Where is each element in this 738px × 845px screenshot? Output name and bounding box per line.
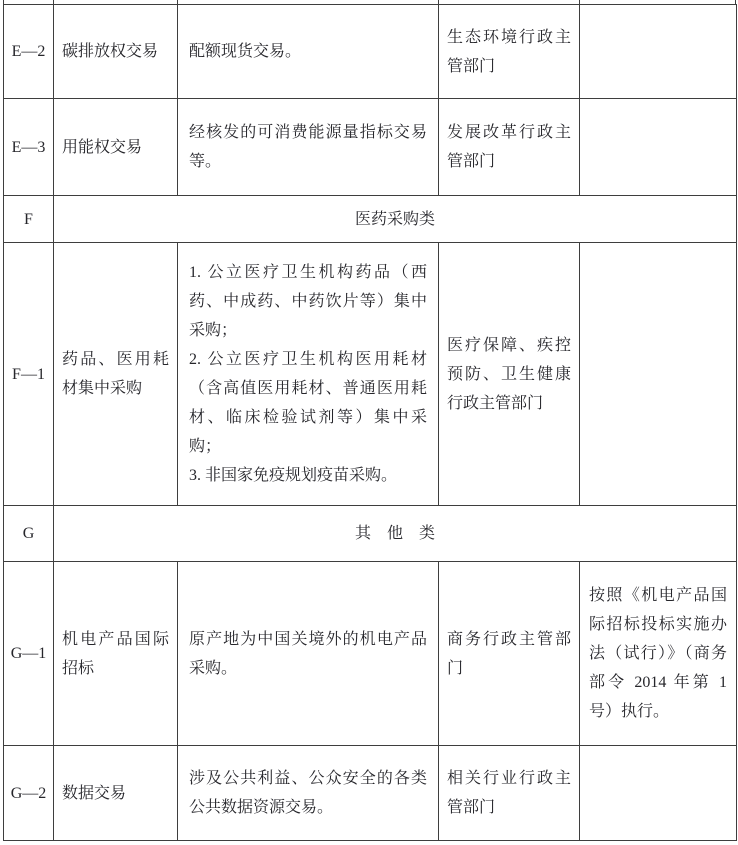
category-row [4,506,737,562]
category-label-cell: 医药采购类 [54,196,737,243]
category-row [4,196,737,243]
description-cell [178,562,439,746]
classification-table [3,4,737,841]
department-cell: 相关行业行政主管部门 [439,746,580,841]
note-cell [580,99,737,196]
code-cell: G—1 [4,562,54,746]
name-cell: 数据交易 [54,746,178,841]
description-cell [178,746,439,841]
description-paragraph: 1. 公立医疗卫生机构药品（西药、中成药、中药饮片等）集中采购； [189,264,427,339]
code-cell: G—2 [4,746,54,841]
department-cell: 医疗保障、疾控预防、卫生健康行政主管部门 [439,243,580,506]
note-cell [580,746,737,841]
name-cell: 用能权交易 [54,99,178,196]
name-cell: 碳排放权交易 [54,5,178,99]
description-paragraph: 经核发的可消费能源量指标交易等。 [189,124,427,170]
description-paragraph: 原产地为中国关境外的机电产品采购。 [189,630,427,677]
description-paragraph: 配额现货交易。 [189,43,302,60]
code-cell: F—1 [4,243,54,506]
department-cell: 生态环境行政主管部门 [439,5,580,99]
description-cell [178,99,439,196]
description-cell [178,5,439,99]
table-row [4,243,737,506]
note-cell [580,243,737,506]
table-row [4,99,737,196]
name-cell: 药品、医用耗材集中采购 [54,243,178,506]
code-cell: E—3 [4,99,54,196]
table-row [4,562,737,746]
note-cell: 按照《机电产品国际招标投标实施办法（试行）》（商务部令 2014 年第 1 号）执行。 [580,562,737,746]
table-row [4,5,737,99]
description-paragraph: 3. 非国家免疫规划疫苗采购。 [189,467,398,484]
table-row [4,746,737,841]
note-cell [580,5,737,99]
category-label-cell: 其 他 类 [54,506,737,562]
code-cell: F [4,196,54,243]
classification-table-body [4,5,737,841]
department-cell: 发展改革行政主管部门 [439,99,580,196]
code-cell: E—2 [4,5,54,99]
description-cell [178,243,439,506]
name-cell: 机电产品国际招标 [54,562,178,746]
description-paragraph: 涉及公共利益、公众安全的各类公共数据资源交易。 [189,770,427,816]
code-cell: G [4,506,54,562]
description-paragraph: 2. 公立医疗卫生机构医用耗材（含高值医用耗材、普通医用耗材、临床检验试剂等）集中采购； [189,351,427,455]
department-cell: 商务行政主管部门 [439,562,580,746]
